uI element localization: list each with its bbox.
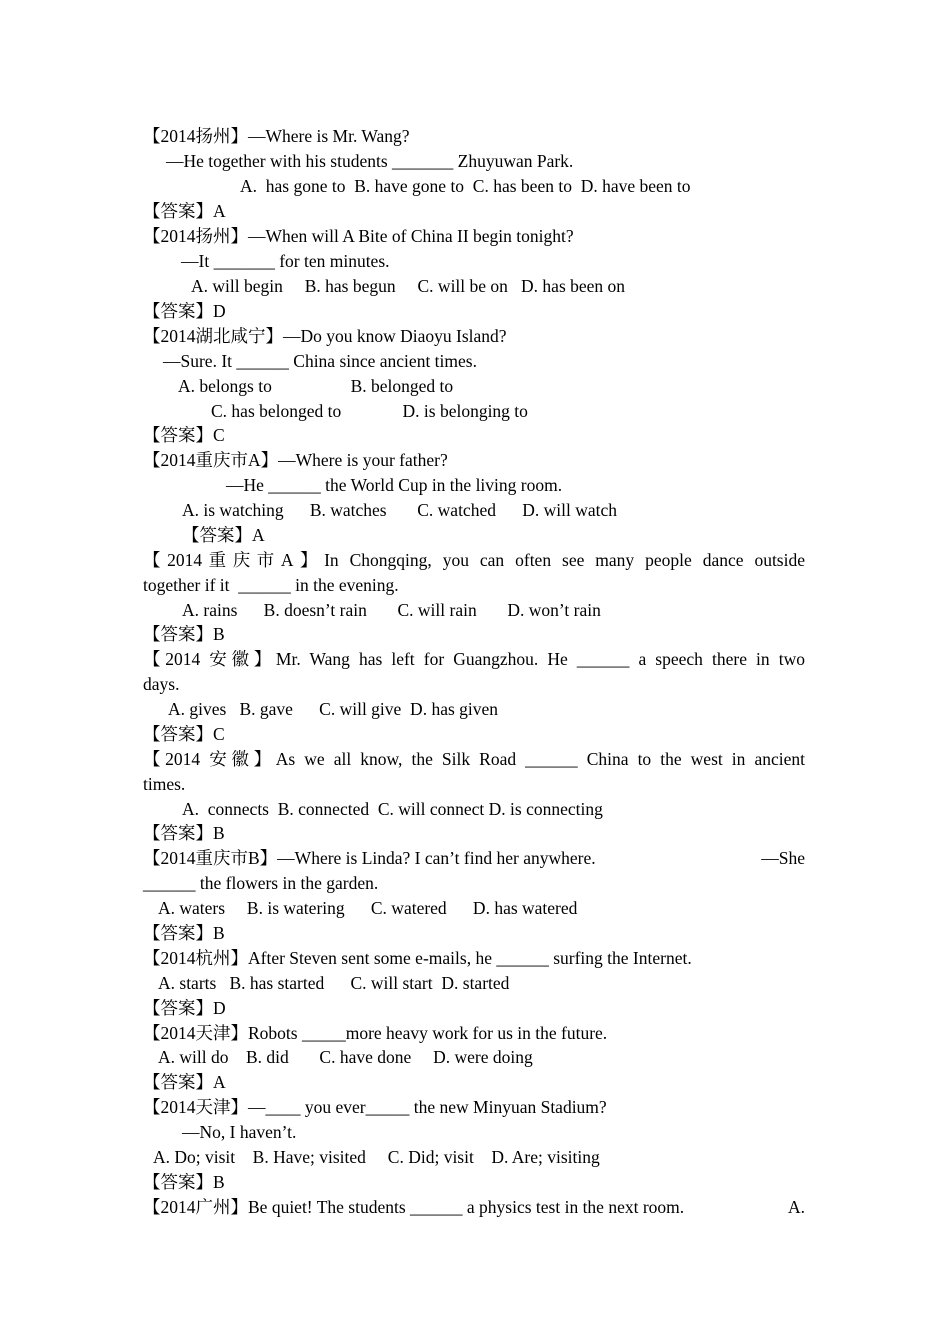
answer-options: A. waters B. is watering C. watered D. has watered	[158, 898, 578, 918]
question-continuation: together if it ______ in the evening.	[143, 575, 399, 595]
answer-key: 【答案】D	[143, 301, 226, 321]
answer-options: A. will do B. did C. have done D. were doing	[158, 1047, 533, 1067]
answer-key: 【答案】B	[143, 1172, 225, 1192]
answer-key: 【答案】C	[143, 425, 225, 445]
dialogue-line: —It _______ for ten minutes.	[181, 251, 390, 271]
answer-options: A. gives B. gave C. will give D. has given	[168, 699, 499, 719]
dialogue-line: —He together with his students _______ Zhuyuwan Park.	[166, 151, 574, 171]
dialogue-line: —She	[761, 848, 805, 868]
question-header: 【2014扬州】—When will A Bite of China II begin tonight?	[143, 226, 574, 246]
question-header: 【2014天津】—____ you ever_____ the new Minyuan Stadium?	[143, 1097, 607, 1117]
question-continuation: ______ the flowers in the garden.	[143, 873, 379, 893]
question-header: 【2014 安徽】Mr. Wang has left for Guangzhou. He ______ a speech there in two	[143, 649, 805, 669]
dialogue-line: —No, I haven’t.	[182, 1122, 297, 1142]
question-header: 【2014扬州】—Where is Mr. Wang?	[143, 126, 410, 146]
question-header-row	[143, 846, 805, 871]
dialogue-line: —Sure. It ______ China since ancient times.	[163, 351, 477, 371]
answer-key: 【答案】B	[143, 923, 225, 943]
answer-key: 【答案】B	[143, 823, 225, 843]
answer-options: A. rains B. doesn’t rain C. will rain D. won’t rain	[182, 600, 601, 620]
answer-options: A. starts B. has started C. will start D. started	[158, 973, 510, 993]
answer-options: A. will begin B. has begun C. will be on D. has been on	[191, 276, 626, 296]
answer-options: A. connects B. connected C. will connect D. is connecting	[182, 799, 603, 819]
question-header: 【2014天津】Robots _____more heavy work for us in the future.	[143, 1023, 608, 1043]
answer-key: 【答案】C	[143, 724, 225, 744]
answer-key: 【答案】A	[143, 1072, 226, 1092]
answer-options: C. has belonged to D. is belonging to	[211, 401, 528, 421]
answer-options: A. belongs to B. belonged to	[178, 376, 454, 396]
question-header: 【2014重庆市B】—Where is Linda? I can’t find her anywhere.	[143, 848, 596, 868]
answer-options: A.	[787, 1197, 805, 1217]
question-header: 【2014湖北咸宁】—Do you know Diaoyu Island?	[143, 326, 507, 346]
answer-key: 【答案】A	[182, 525, 265, 545]
answer-key: 【答案】A	[143, 201, 226, 221]
question-header: 【2014重庆市A】In Chongqing, you can often see many people dance outside	[143, 550, 805, 570]
question-header: 【2014 安徽】As we all know, the Silk Road ______ China to the west in ancient	[143, 749, 805, 769]
question-continuation: times.	[143, 774, 186, 794]
answer-key: 【答案】B	[143, 624, 225, 644]
question-header-row	[143, 1195, 805, 1220]
question-continuation: days.	[143, 674, 180, 694]
answer-options: A. is watching B. watches C. watched D. will watch	[182, 500, 617, 520]
question-header: 【2014杭州】After Steven sent some e-mails, he ______ surfing the Internet.	[143, 948, 692, 968]
question-header: 【2014重庆市A】—Where is your father?	[143, 450, 448, 470]
answer-options: A. has gone to B. have gone to C. has been to D. have been to	[240, 176, 691, 196]
dialogue-line: —He ______ the World Cup in the living room.	[226, 475, 563, 495]
answer-key: 【答案】D	[143, 998, 226, 1018]
question-header: 【2014广州】Be quiet! The students ______ a physics test in the next room.	[143, 1197, 685, 1217]
answer-options: A. Do; visit B. Have; visited C. Did; visit D. Are; visiting	[153, 1147, 600, 1167]
